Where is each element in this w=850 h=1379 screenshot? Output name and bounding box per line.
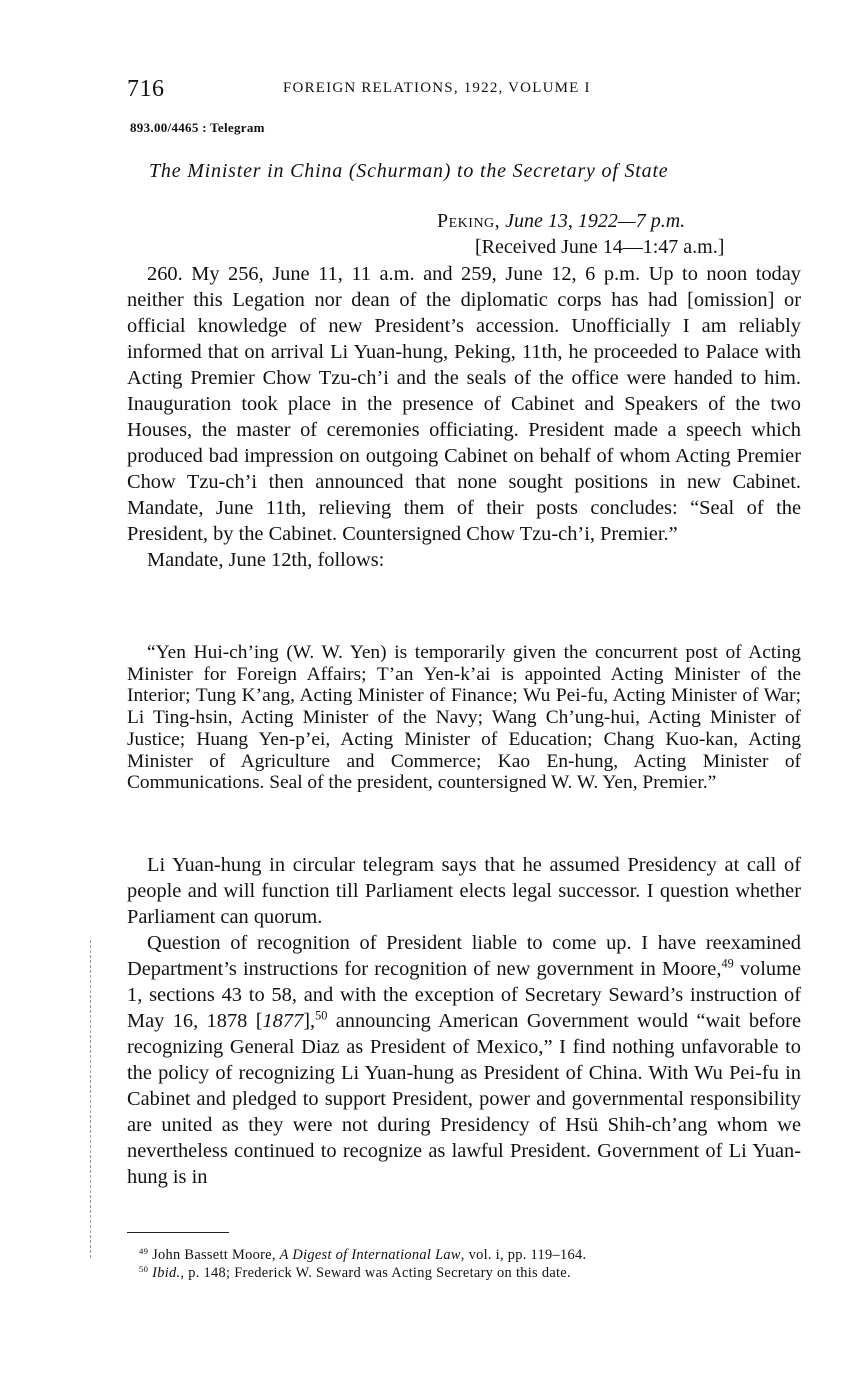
paragraph-text: announcing American Government would “wait before recognizing General Diaz as President of Mexico,” I find nothing unfavorable to the policy of recognizing Li Yuan-hung as President of China. With Wu Pei-fu in Cabinet and pledged to support President, power and governmental responsibility are united as they were not during Presidency of Hsü Shih-ch’ang whom we nevertheless continued to recognize as lawful President. Government of Li Yuan-hung is in xyxy=(127,1010,801,1188)
page-number: 716 xyxy=(127,76,165,102)
footnote-ref[interactable]: 50 xyxy=(315,1008,328,1023)
telegram-body xyxy=(127,261,801,573)
footnote-text: John Bassett Moore, xyxy=(148,1247,280,1263)
running-head-title: FOREIGN RELATIONS, 1922, VOLUME I xyxy=(283,80,591,96)
footnotes xyxy=(139,1246,799,1282)
file-reference: 893.00/4465 : Telegram xyxy=(130,120,265,135)
received-line: [Received June 14—1:47 a.m.] xyxy=(475,236,725,258)
footnote-title: Ibid. xyxy=(152,1265,181,1281)
paragraph: Li Yuan-hung in circular telegram says that he assumed Presidency at call of people and will function till Parliament elects legal successor. I question whether Parliament can quorum. xyxy=(127,854,801,928)
footnote xyxy=(139,1264,799,1282)
dateline xyxy=(437,210,685,233)
margin-mark xyxy=(90,940,91,1258)
telegram-body-continued xyxy=(127,852,801,1190)
dateline-place: Peking, xyxy=(437,210,501,232)
footnote-title: A Digest of International Law xyxy=(279,1247,461,1263)
paragraph: Mandate, June 12th, follows: xyxy=(147,549,385,571)
document-title: The Minister in China (Schurman) to the Secretary of State xyxy=(149,160,669,182)
quote-text: “Yen Hui-ch’ing (W. W. Yen) is temporarily given the concurrent post of Acting Minister for Foreign Affairs; T’an Yen-k’ai is appointed Acting Minister of the Interior; Tung K’ang, Acting Minister of Finance; Wu Pei-fu, Acting Minister of War; Li Ting-hsin, Acting Minister of the Navy; Wang Ch’ung-hui, Acting Minister of Justice; Huang Yen-p’ei, Acting Minister of Education; Chang Kuo-kan, Acting Minister of Agriculture and Commerce; Kao En-hung, Acting Minister of Communications. Seal of the president, countersigned W. W. Yen, Premier.” xyxy=(127,642,801,794)
bracket-year: 1877 xyxy=(262,1010,304,1032)
paragraph: 260. My 256, June 11, 11 a.m. and 259, June 12, 6 p.m. Up to noon today neither this Legation nor dean of the diplomatic corps has had [omission] or official knowledge of new President’s accession. Unofficially I am reliably informed that on arrival Li Yuan-hung, Peking, 11th, he proceeded to Palace with Acting Premier Chow Tzu-ch’i and the seals of the office were handed to him. Inauguration took place in the presence of Cabinet and Speakers of the two Houses, the master of ceremonies officiating. President made a speech which produced bad impression on outgoing Cabinet on behalf of whom Acting Premier Chow Tzu-ch’i then announced that none sought positions in new Cabinet. Mandate, June 11th, relieving them of their posts concludes: “Seal of the President, by the Cabinet. Countersigned Chow Tzu-ch’i, Premier.” xyxy=(127,263,801,545)
footnote-text: , p. 148; Frederick W. Seward was Acting Secretary on this date. xyxy=(180,1265,571,1281)
paragraph-text: volume 1, sections 43 to 58, and with the exception of Secretary Seward’s instruction of May 16, 1878 [ xyxy=(127,958,801,1032)
dateline-date: June 13, 1922—7 p.m. xyxy=(505,210,686,232)
quoted-mandate xyxy=(127,642,801,794)
footnote-ref[interactable]: 49 xyxy=(721,956,734,971)
footnote-number: 50 xyxy=(139,1263,149,1274)
footnote xyxy=(139,1246,799,1264)
paragraph-text: Question of recognition of President liable to come up. I have reexamined Department’s instructions for recognition of new government in Moore, xyxy=(127,932,801,980)
footnote-rule xyxy=(127,1232,229,1233)
footnote-text: , vol. i, pp. 119–164. xyxy=(460,1247,587,1263)
paragraph-recognition xyxy=(127,930,801,1190)
running-head xyxy=(127,76,801,102)
footnote-number: 49 xyxy=(139,1245,149,1256)
paragraph-text: ], xyxy=(303,1010,316,1032)
